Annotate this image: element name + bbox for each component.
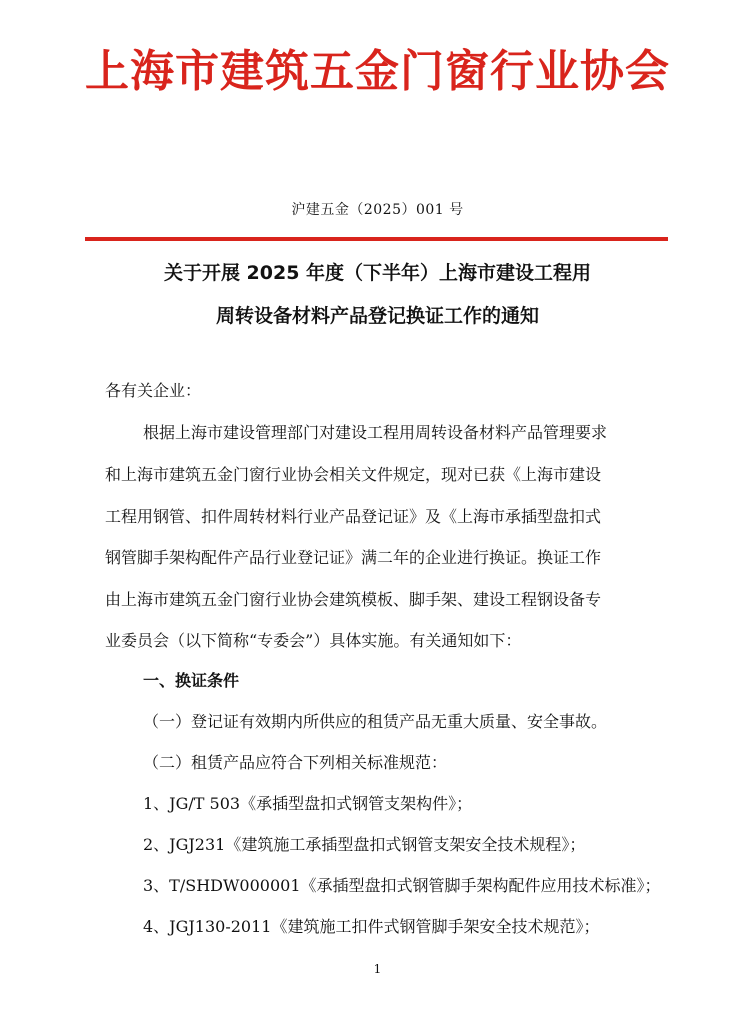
condition-item-1: （一）登记证有效期内所供应的租赁产品无重大质量、安全事故。 (143, 712, 608, 731)
notice-title-line-1: 关于开展 2025 年度（下半年）上海市建设工程用 (163, 262, 592, 284)
page-number: 1 (373, 962, 382, 976)
org-letterhead: 上海市建筑五金门窗行业协会 (85, 46, 670, 97)
paragraph-line: 和上海市建筑五金门窗行业协会相关文件规定，现对已获《上海市建设 (105, 465, 602, 484)
standard-item: 2、JGJ231《建筑施工承插型盘扣式钢管支架安全技术规程》； (143, 835, 586, 854)
standard-item: 4、JGJ130-2011《建筑施工扣件式钢管脚手架安全技术规范》； (143, 917, 600, 936)
paragraph-line: 工程用钢管、扣件周转材料行业产品登记证》及《上海市承插型盘扣式 (105, 507, 602, 526)
paragraph-line: 由上海市建筑五金门窗行业协会建筑模板、脚手架、建设工程钢设备专 (105, 590, 602, 609)
standard-item: 3、T/SHDW000001《承插型盘扣式钢管脚手架构配件应用技术标准》； (143, 876, 661, 895)
paragraph-line: 业委员会（以下简称“专委会”）具体实施。有关通知如下： (105, 631, 522, 650)
salutation: 各有关企业： (105, 381, 202, 400)
paragraph-line: 钢管脚手架构配件产品行业登记证》满二年的企业进行换证。换证工作 (105, 548, 602, 567)
section-heading: 一、换证条件 (143, 671, 240, 690)
paragraph-line: 根据上海市建设管理部门对建设工程用周转设备材料产品管理要求 (143, 423, 608, 442)
notice-title-line-2: 周转设备材料产品登记换证工作的通知 (215, 305, 539, 327)
document-number: 沪建五金（2025）001 号 (291, 202, 464, 218)
red-divider (85, 237, 668, 241)
standard-item: 1、JG/T 503《承插型盘扣式钢管支架构件》； (143, 794, 473, 813)
condition-item-2: （二）租赁产品应符合下列相关标准规范： (143, 753, 448, 772)
